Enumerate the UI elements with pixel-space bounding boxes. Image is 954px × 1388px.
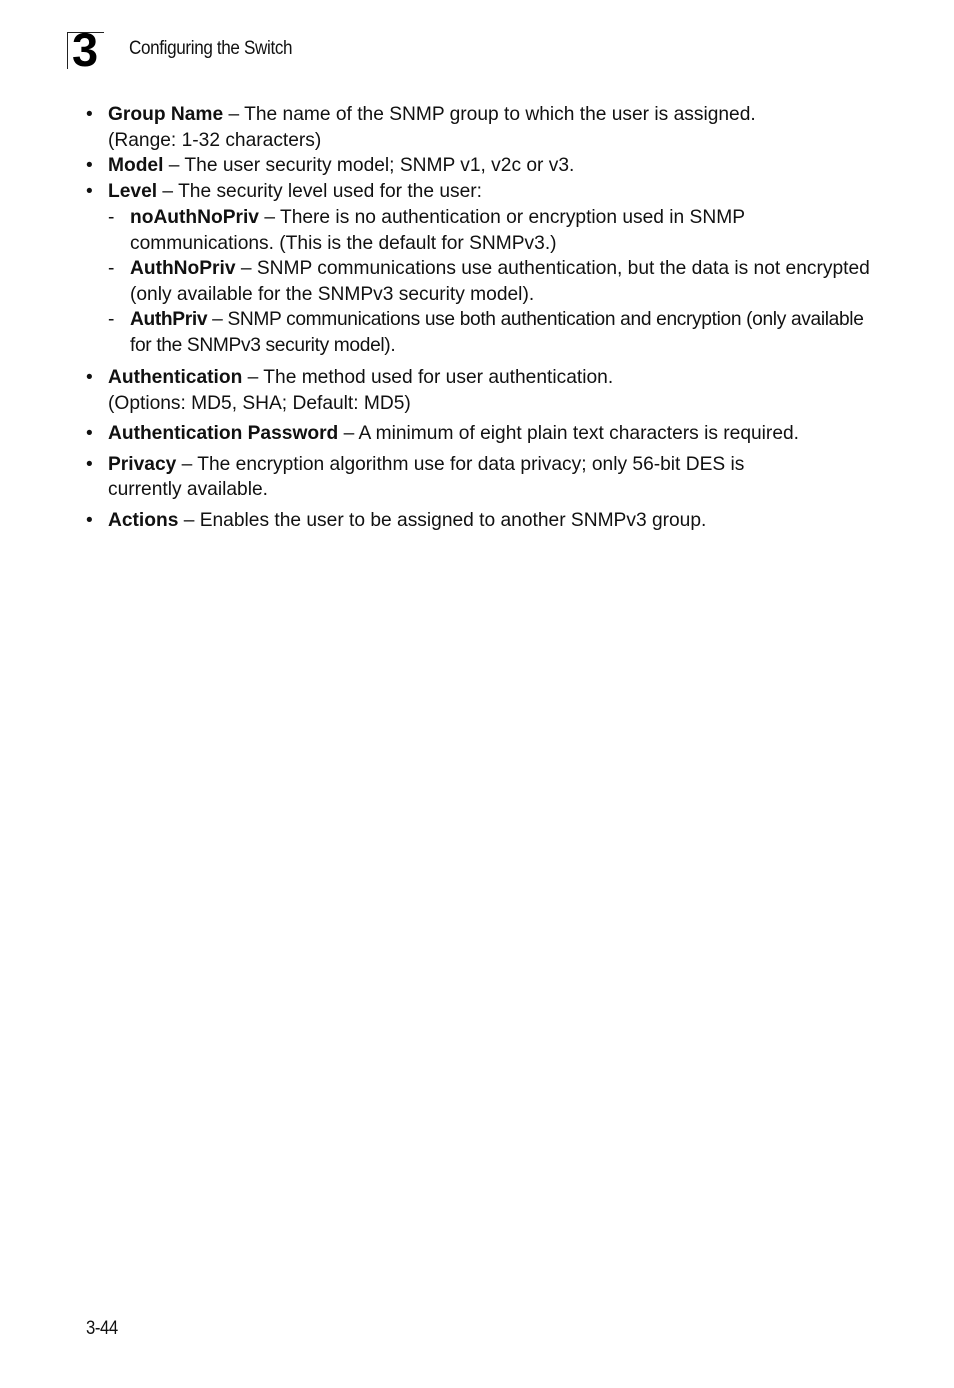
term: Actions [108, 509, 179, 531]
description: – The encryption algorithm use for data privacy; only 56-bit DES is currently available. [108, 453, 745, 500]
bullet-marker: • [86, 509, 93, 531]
description: – There is no authentication or encryption used in SNMP communications. (This is the default for SNMPv3.) [130, 207, 745, 254]
description-continued: (Options: MD5, SHA; Default: MD5) [108, 392, 411, 414]
term: Group Name [108, 104, 224, 125]
term: AuthPriv [130, 309, 208, 330]
dash-marker: - [108, 258, 115, 279]
page-number: 3-44 [86, 1318, 118, 1339]
description: – SNMP communications use both authentication and encryption (only available for the SNMPv3 security model). [130, 309, 864, 356]
dash-marker: - [108, 309, 115, 330]
term: Authentication [108, 367, 243, 388]
sub-item-noauthnopriv [86, 205, 876, 256]
bullet-marker: • [86, 367, 93, 388]
list-item-authentication-password [86, 421, 876, 447]
dash-marker: - [108, 207, 115, 228]
list-item-group-name [86, 102, 876, 153]
sub-item-authpriv [86, 307, 876, 358]
field-description-list [86, 102, 876, 533]
list-item-level [86, 179, 876, 205]
sub-item-authnopriv [86, 256, 876, 307]
bullet-marker: • [86, 423, 93, 444]
term: Authentication Password [108, 423, 339, 444]
bullet-marker: • [86, 180, 93, 202]
description: – SNMP communications use authentication, but the data is not encrypted (only available for the SNMPv3 security model). [130, 258, 870, 305]
description: – The name of the SNMP group to which the user is assigned. [223, 104, 756, 125]
bullet-marker: • [86, 453, 93, 475]
running-header-title: Configuring the Switch [129, 38, 293, 59]
bullet-marker: • [86, 155, 93, 176]
bullet-marker: • [86, 104, 93, 125]
term: noAuthNoPriv [130, 207, 259, 228]
term: Model [108, 155, 164, 176]
list-item-model [86, 153, 876, 179]
term: Level [108, 180, 158, 202]
description: – The user security model; SNMP v1, v2c or v3. [163, 155, 575, 176]
description: – The method used for user authentication. [242, 367, 614, 388]
term: AuthNoPriv [130, 258, 236, 279]
description: – The security level used for the user: [157, 180, 483, 202]
description: – A minimum of eight plain text characters is required. [338, 423, 799, 444]
term: Privacy [108, 453, 177, 475]
list-item-actions [86, 508, 876, 534]
chapter-number: 3 [72, 23, 99, 76]
list-item-authentication [86, 365, 876, 416]
list-item-privacy [86, 452, 798, 503]
description-continued: (Range: 1-32 characters) [108, 129, 322, 151]
description: – Enables the user to be assigned to another SNMPv3 group. [178, 509, 707, 531]
